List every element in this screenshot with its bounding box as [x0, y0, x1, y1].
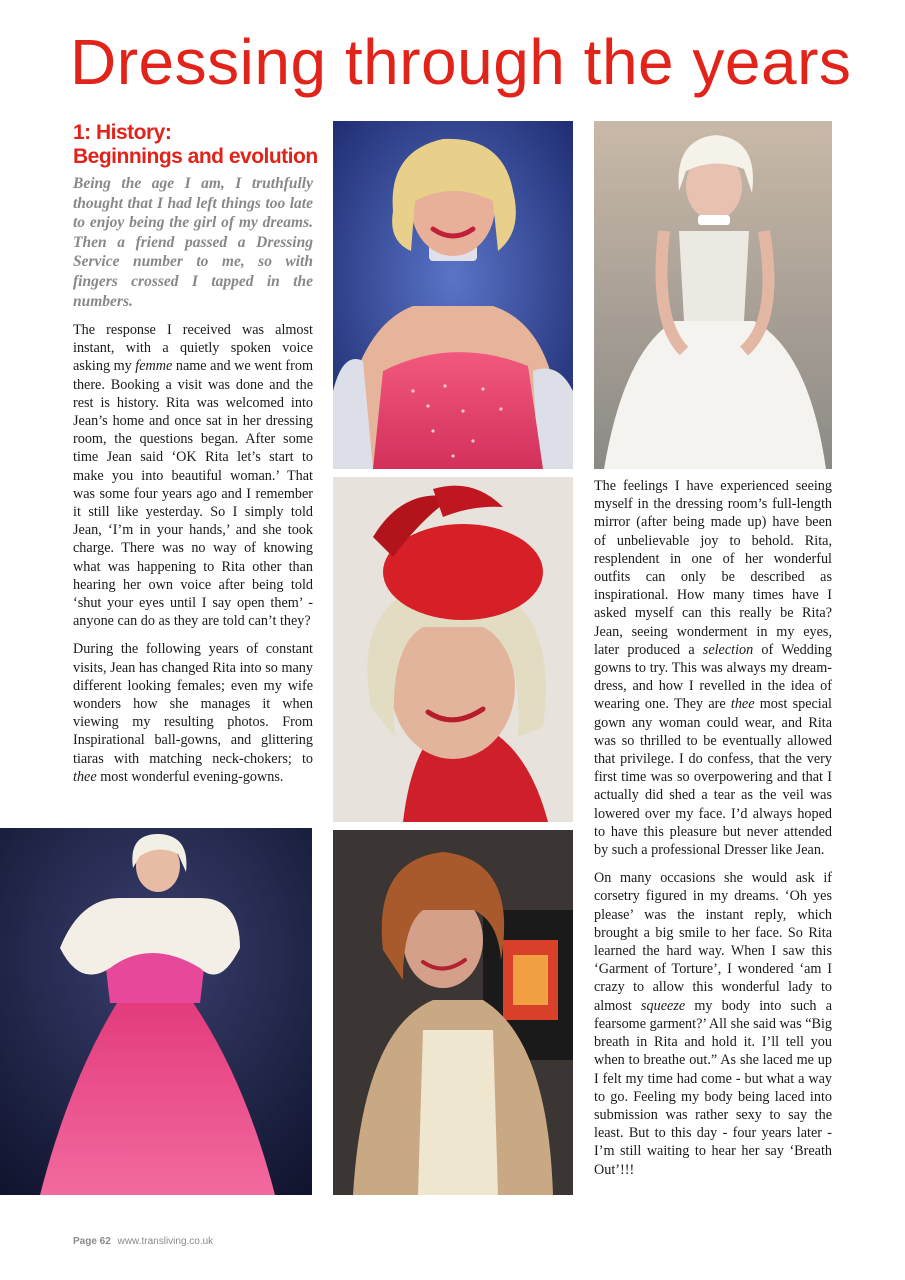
emphasis: squeeze	[641, 997, 686, 1014]
photo-pink-ball-gown	[0, 828, 312, 1195]
photo-pink-gown-portrait	[333, 121, 573, 469]
section-heading-line2: Beginnings and evolution	[73, 145, 318, 168]
text-run: The response I received was almost instant, with a quietly spoken voice asking my	[73, 322, 313, 375]
emphasis: selection	[702, 641, 754, 658]
footer-url: www.transliving.co.uk	[117, 1236, 214, 1247]
photo-wedding-gown-image	[594, 121, 832, 469]
text-run: On many occasions she would ask if corsetry figured in my dreams. ‘Oh yes please’ was the instant reply, which brought a big smile to her face. So Rita learned the hard way. When I saw this ‘Garment of Torture’, I wondered ‘am I crazy to allow this wonderful lady to almost	[594, 870, 832, 1014]
body-paragraph-4	[594, 869, 832, 1178]
text-run: of Wedding gowns to try. This was always my dream-dress, and how I revelled in the idea of wearing one. They are	[594, 641, 832, 713]
text-run: During the following years of constant visits, Jean has changed Rita into so many different looking females; even my wife wonders how she manages it when viewing my resulting photos. From Inspirational ball-gowns, and glittering tiaras with matching neck-chokers; to	[73, 641, 313, 767]
photo-wedding-gown	[594, 121, 832, 469]
photo-pink-gown-portrait-image	[333, 121, 573, 469]
photo-pink-ball-gown-image	[0, 828, 312, 1195]
text-run: name and we went from there. Booking a visit was done and the rest is history. Rita was welcomed into Jean’s home and once sat in her dressing room, the questions began. After some time Jean said ‘OK Rita let’s start to make you into beautiful woman.’ That was some four years ago and I remember it still like yesterday. So I simply told Jean, ‘I’m in your hands,’ and she took charge. There was no way of knowing what was happening to Rita other than hearing her own voice after being told ‘shut your eyes until I say open them’ - anyone can do as they are told can’t they?	[73, 358, 313, 630]
page-number: Page 62	[73, 1236, 111, 1247]
body-paragraph-1	[73, 321, 313, 630]
intro-paragraph: Being the age I am, I truthfully thought that I had left things too late to enjoy being the girl of my dreams. Then a friend passed a Dressing Service number to me, so with fingers crossed I tapped in the numbers.	[73, 175, 313, 310]
page-title: Dressing through the years	[70, 26, 852, 98]
photo-red-hat-image	[333, 477, 573, 822]
section-heading-line1: 1: History:	[73, 121, 172, 144]
section-heading	[73, 121, 318, 169]
emphasis: thee	[730, 696, 755, 713]
text-run: my body into such a fearsome garment?’ All she said was “Big breath in Rita and hold it. I’ll tell you when to breathe out.” As she laced me up I felt my time had come - but what a way to go. Feeling my body being laced into submission was rather sexy to say the least. But to this day - four years later - I’m still waiting to hear her say ‘Breath Out’!!!	[594, 997, 832, 1178]
body-column-right	[594, 477, 832, 1189]
photo-fireplace-shawl	[333, 830, 573, 1195]
photo-fireplace-shawl-image	[333, 830, 573, 1195]
body-paragraph-3	[594, 477, 832, 859]
photo-red-hat	[333, 477, 573, 822]
emphasis: thee	[73, 768, 97, 785]
body-column-left	[73, 321, 313, 796]
page-footer	[73, 1236, 213, 1247]
emphasis: femme	[135, 358, 173, 375]
body-paragraph-2	[73, 640, 313, 786]
text-run: The feelings I have experienced seeing myself in the dressing room’s full-length mirror (after being made up) have been of unbelievable joy to behold. Rita, resplendent in one of her wonderful outfits can only be described as inspirational. How many times have I asked myself can this really be Rita? Jean, seeing wonderment in my eyes, later produced a	[594, 478, 832, 658]
text-run: most special gown any woman could wear, and Rita was so thrilled to be eventually allowed that privilege. I do confess, that the very first time was so overpowering and that I actually did shed a tear as the veil was lowered over my face. I’d always hoped to have this pleasure but never attended by such a professional Dresser like Jean.	[594, 696, 832, 859]
text-run: most wonderful evening-gowns.	[96, 768, 284, 785]
